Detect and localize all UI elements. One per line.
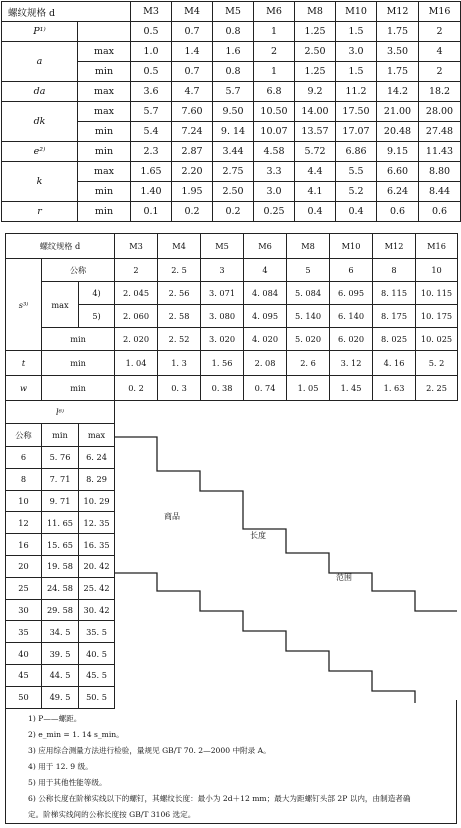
dimension-table-bottom (5, 233, 458, 709)
note-4: 4) 用于 12. 9 级。 (28, 762, 93, 771)
length-cell: 40 (6, 643, 42, 665)
length-cell: 6 (6, 447, 42, 469)
header-size: M3 (131, 2, 172, 22)
value-cell: 1.95 (172, 182, 213, 202)
row-sub: max (78, 82, 131, 102)
value-cell: 4. 084 (244, 282, 287, 305)
row-symbol: k (2, 162, 78, 202)
value-cell: 10 (416, 259, 458, 282)
value-cell: 8.44 (419, 182, 461, 202)
length-cell: 19. 58 (42, 555, 79, 577)
value-cell: 21.00 (377, 102, 419, 122)
value-cell: 2.20 (172, 162, 213, 182)
table-row (6, 328, 458, 351)
value-cell: 1.40 (131, 182, 172, 202)
table-row (2, 22, 461, 42)
region-label-range: 范围 (336, 573, 352, 582)
t-sub: min (42, 351, 115, 376)
value-cell: 2. 060 (115, 305, 158, 328)
value-cell: 10. 115 (416, 282, 458, 305)
s-min-label: min (42, 328, 115, 351)
table-row (2, 42, 461, 62)
value-cell: 5. 020 (287, 328, 330, 351)
row-symbol: da (2, 82, 78, 102)
value-cell: 7.24 (172, 122, 213, 142)
length-cell: 7. 71 (42, 468, 79, 490)
value-cell: 0. 38 (201, 376, 244, 401)
value-cell: 0. 3 (158, 376, 201, 401)
note-5: 5) 用于其他性能等级。 (28, 778, 107, 787)
value-cell: 9. 14 (213, 122, 254, 142)
length-cell: 45 (6, 664, 42, 686)
value-cell: 3.0 (254, 182, 295, 202)
length-cell: 35. 5 (79, 621, 115, 643)
row-symbol: dk (2, 102, 78, 142)
table-row (6, 401, 458, 424)
value-cell: 2. 6 (287, 351, 330, 376)
footnotes (5, 700, 457, 824)
length-region (115, 401, 458, 709)
value-cell: 1.25 (295, 62, 336, 82)
value-cell: 3.0 (336, 42, 377, 62)
length-cell: 6. 24 (79, 447, 115, 469)
table-header-row (2, 2, 461, 22)
row-symbol: a (2, 42, 78, 82)
w-symbol: w (6, 376, 42, 401)
value-cell: 4 (419, 42, 461, 62)
value-cell: 10. 175 (416, 305, 458, 328)
value-cell: 0.5 (131, 62, 172, 82)
s-symbol: s³⁾ (6, 259, 42, 351)
value-cell: 0.7 (172, 62, 213, 82)
value-cell: 3. 071 (201, 282, 244, 305)
value-cell: 1. 04 (115, 351, 158, 376)
value-cell: 2 (419, 22, 461, 42)
value-cell: 0.5 (131, 22, 172, 42)
value-cell: 1.6 (213, 42, 254, 62)
value-cell: 6.8 (254, 82, 295, 102)
value-cell: 2. 58 (158, 305, 201, 328)
value-cell: 4 (244, 259, 287, 282)
value-cell: 6 (330, 259, 373, 282)
value-cell: 3.3 (254, 162, 295, 182)
header-size: M6 (254, 2, 295, 22)
length-cell: 8 (6, 468, 42, 490)
value-cell: 2.50 (213, 182, 254, 202)
length-cell: 44. 5 (42, 664, 79, 686)
value-cell: 6.60 (377, 162, 419, 182)
value-cell: 8. 175 (373, 305, 416, 328)
value-cell: 1.4 (172, 42, 213, 62)
row-sub: min (78, 122, 131, 142)
s-note-4: 4) (79, 282, 115, 305)
value-cell: 4.58 (254, 142, 295, 162)
value-cell: 2.75 (213, 162, 254, 182)
length-cell: 10 (6, 490, 42, 512)
length-cell: 49. 5 (42, 686, 79, 708)
row-sub: max (78, 42, 131, 62)
value-cell: 2 (419, 62, 461, 82)
value-cell: 18.2 (419, 82, 461, 102)
row-sub: min (78, 182, 131, 202)
region-label-length: 长度 (250, 531, 266, 540)
value-cell: 4. 095 (244, 305, 287, 328)
value-cell: 5 (287, 259, 330, 282)
value-cell: 5.2 (336, 182, 377, 202)
value-cell: 1 (254, 22, 295, 42)
table-row (2, 142, 461, 162)
note-6: 6) 公称长度在阶梯实线以下的螺钉，其螺纹长度：最小为 2d＋12 mm；最大为距螺钉头部 2P 以内，由制造者确 (28, 794, 411, 803)
length-cell: 24. 58 (42, 577, 79, 599)
value-cell: 1.5 (336, 22, 377, 42)
value-cell: 17.50 (336, 102, 377, 122)
header-size: M5 (201, 234, 244, 259)
table-row (2, 162, 461, 182)
dimension-table-top (1, 1, 461, 222)
value-cell: 27.48 (419, 122, 461, 142)
header-size: M8 (287, 234, 330, 259)
header-size: M6 (244, 234, 287, 259)
row-sub: min (78, 202, 131, 222)
value-cell: 3.44 (213, 142, 254, 162)
value-cell: 0.1 (131, 202, 172, 222)
value-cell: 5. 2 (416, 351, 458, 376)
value-cell: 8.80 (419, 162, 461, 182)
row-symbol: e²⁾ (2, 142, 78, 162)
value-cell: 4.7 (172, 82, 213, 102)
s-note-5: 5) (79, 305, 115, 328)
row-sub: max (78, 102, 131, 122)
length-cell: 50. 5 (79, 686, 115, 708)
value-cell: 2. 5 (158, 259, 201, 282)
header-size: M12 (373, 234, 416, 259)
value-cell: 9.15 (377, 142, 419, 162)
length-cell: 25. 42 (79, 577, 115, 599)
table-row (6, 376, 458, 401)
l-col-header: max (79, 424, 115, 447)
value-cell: 1.25 (295, 22, 336, 42)
value-cell: 11.43 (419, 142, 461, 162)
value-cell: 1. 56 (201, 351, 244, 376)
value-cell: 2. 25 (416, 376, 458, 401)
header-size: M10 (336, 2, 377, 22)
header-size: M5 (213, 2, 254, 22)
value-cell: 10.07 (254, 122, 295, 142)
s-nominal-label: 公称 (42, 259, 115, 282)
value-cell: 10.50 (254, 102, 295, 122)
value-cell: 6.86 (336, 142, 377, 162)
value-cell: 0. 2 (115, 376, 158, 401)
length-cell: 50 (6, 686, 42, 708)
region-label-product: 商品 (164, 512, 180, 521)
value-cell: 0.8 (213, 22, 254, 42)
value-cell: 1. 63 (373, 376, 416, 401)
row-symbol: P¹⁾ (2, 22, 78, 42)
value-cell: 7.60 (172, 102, 213, 122)
value-cell: 5.72 (295, 142, 336, 162)
value-cell: 14.00 (295, 102, 336, 122)
length-cell: 10. 29 (79, 490, 115, 512)
length-cell: 8. 29 (79, 468, 115, 490)
header-label: 螺纹规格 d (2, 2, 131, 22)
value-cell: 2.87 (172, 142, 213, 162)
value-cell: 0.2 (172, 202, 213, 222)
value-cell: 2. 52 (158, 328, 201, 351)
value-cell: 13.57 (295, 122, 336, 142)
value-cell: 6. 095 (330, 282, 373, 305)
value-cell: 5.7 (213, 82, 254, 102)
length-cell: 25 (6, 577, 42, 599)
value-cell: 3.50 (377, 42, 419, 62)
table-row (2, 202, 461, 222)
value-cell: 1. 45 (330, 376, 373, 401)
header-label: 螺纹规格 d (6, 234, 115, 259)
value-cell: 28.00 (419, 102, 461, 122)
value-cell: 5.4 (131, 122, 172, 142)
note-3: 3) 应用综合测量方法进行检验，量规见 GB/T 70. 2—2000 中附录 A。 (28, 746, 271, 755)
row-sub (78, 22, 131, 42)
length-cell: 34. 5 (42, 621, 79, 643)
value-cell: 9.50 (213, 102, 254, 122)
value-cell: 3.6 (131, 82, 172, 102)
length-cell: 11. 65 (42, 512, 79, 534)
value-cell: 0.6 (419, 202, 461, 222)
value-cell: 0.4 (336, 202, 377, 222)
table-row (6, 282, 458, 305)
value-cell: 5. 140 (287, 305, 330, 328)
value-cell: 0.25 (254, 202, 295, 222)
value-cell: 4. 020 (244, 328, 287, 351)
value-cell: 3. 020 (201, 328, 244, 351)
value-cell: 1.0 (131, 42, 172, 62)
length-cell: 15. 65 (42, 534, 79, 556)
length-cell: 30. 42 (79, 599, 115, 621)
value-cell: 1.5 (336, 62, 377, 82)
header-size: M16 (416, 234, 458, 259)
value-cell: 1.75 (377, 22, 419, 42)
header-size: M4 (158, 234, 201, 259)
row-sub: min (78, 142, 131, 162)
length-cell: 45. 5 (79, 664, 115, 686)
row-sub: max (78, 162, 131, 182)
length-cell: 30 (6, 599, 42, 621)
header-size: M4 (172, 2, 213, 22)
value-cell: 11.2 (336, 82, 377, 102)
value-cell: 2. 56 (158, 282, 201, 305)
value-cell: 5. 084 (287, 282, 330, 305)
value-cell: 6. 140 (330, 305, 373, 328)
note-6-cont: 定。阶梯实线间的公称长度按 GB/T 3106 选定。 (28, 810, 196, 819)
header-size: M8 (295, 2, 336, 22)
length-cell: 12. 35 (79, 512, 115, 534)
length-cell: 5. 76 (42, 447, 79, 469)
table-row (2, 82, 461, 102)
value-cell: 2.50 (295, 42, 336, 62)
table-row (6, 259, 458, 282)
header-size: M16 (419, 2, 461, 22)
table-row (6, 351, 458, 376)
value-cell: 6. 020 (330, 328, 373, 351)
length-cell: 20. 42 (79, 555, 115, 577)
value-cell: 2 (254, 42, 295, 62)
w-sub: min (42, 376, 115, 401)
value-cell: 0.8 (213, 62, 254, 82)
value-cell: 4.4 (295, 162, 336, 182)
value-cell: 5.7 (131, 102, 172, 122)
header-size: M10 (330, 234, 373, 259)
length-cell: 12 (6, 512, 42, 534)
l-symbol: l⁶⁾ (6, 401, 115, 424)
value-cell: 2. 045 (115, 282, 158, 305)
table-row (2, 102, 461, 122)
length-cell: 9. 71 (42, 490, 79, 512)
row-sub: min (78, 62, 131, 82)
value-cell: 8. 115 (373, 282, 416, 305)
value-cell: 8 (373, 259, 416, 282)
value-cell: 0. 74 (244, 376, 287, 401)
value-cell: 10. 025 (416, 328, 458, 351)
length-cell: 16 (6, 534, 42, 556)
value-cell: 0.6 (377, 202, 419, 222)
length-cell: 39. 5 (42, 643, 79, 665)
value-cell: 1.75 (377, 62, 419, 82)
value-cell: 1.65 (131, 162, 172, 182)
value-cell: 2. 020 (115, 328, 158, 351)
value-cell: 4.1 (295, 182, 336, 202)
value-cell: 8. 025 (373, 328, 416, 351)
value-cell: 4. 16 (373, 351, 416, 376)
value-cell: 6.24 (377, 182, 419, 202)
value-cell: 14.2 (377, 82, 419, 102)
value-cell: 2.3 (131, 142, 172, 162)
t-symbol: t (6, 351, 42, 376)
value-cell: 3. 12 (330, 351, 373, 376)
value-cell: 5.5 (336, 162, 377, 182)
value-cell: 2 (115, 259, 158, 282)
length-cell: 35 (6, 621, 42, 643)
l-col-header: min (42, 424, 79, 447)
length-cell: 29. 58 (42, 599, 79, 621)
value-cell: 17.07 (336, 122, 377, 142)
header-size: M3 (115, 234, 158, 259)
value-cell: 0.4 (295, 202, 336, 222)
value-cell: 9.2 (295, 82, 336, 102)
value-cell: 1. 05 (287, 376, 330, 401)
header-size: M12 (377, 2, 419, 22)
value-cell: 20.48 (377, 122, 419, 142)
length-cell: 40. 5 (79, 643, 115, 665)
value-cell: 3 (201, 259, 244, 282)
value-cell: 1. 3 (158, 351, 201, 376)
row-symbol: r (2, 202, 78, 222)
value-cell: 2. 08 (244, 351, 287, 376)
value-cell: 0.7 (172, 22, 213, 42)
length-cell: 16. 35 (79, 534, 115, 556)
value-cell: 3. 080 (201, 305, 244, 328)
table-row (6, 234, 458, 259)
l-col-header: 公称 (6, 424, 42, 447)
s-max-label: max (42, 282, 79, 328)
note-1: 1) P——螺距。 (28, 714, 82, 723)
value-cell: 0.2 (213, 202, 254, 222)
value-cell: 1 (254, 62, 295, 82)
length-cell: 20 (6, 555, 42, 577)
note-2: 2) e_min = 1. 14 s_min。 (28, 730, 124, 739)
